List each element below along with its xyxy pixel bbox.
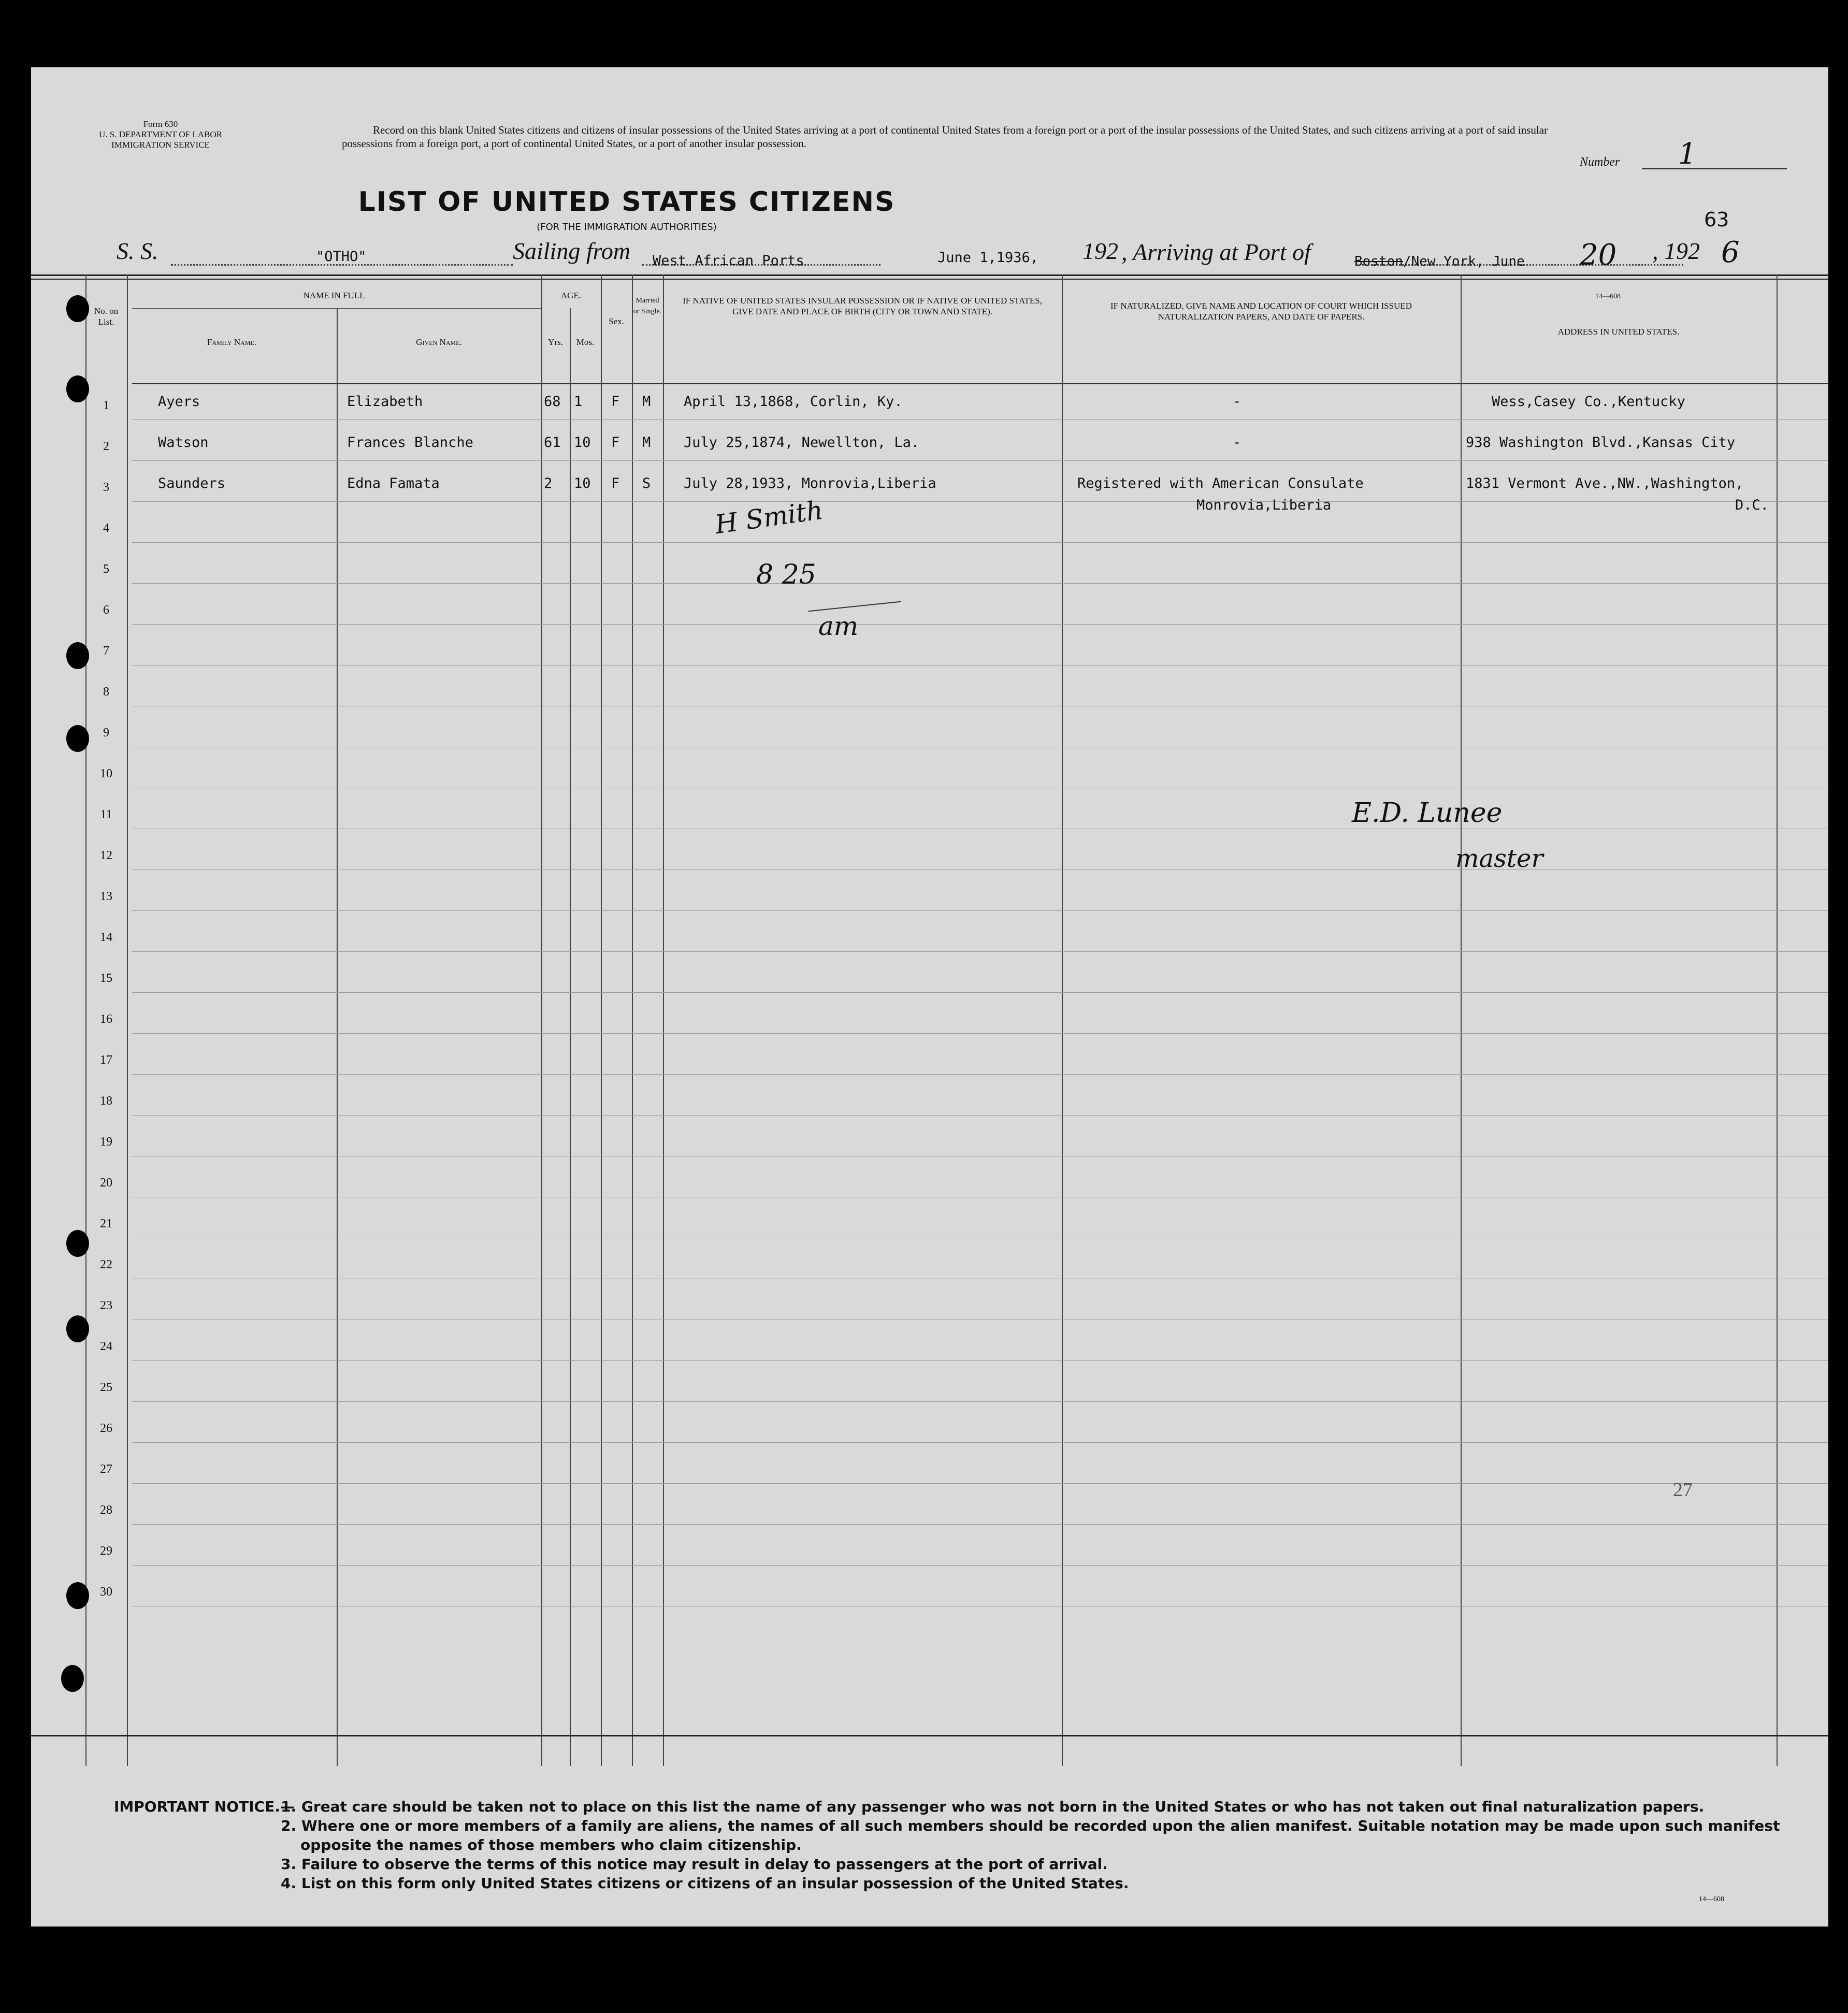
col-mos-header: Mos. [576,337,595,347]
sailing-label: Sailing from [513,238,631,264]
col-divider [601,274,602,1766]
binder-hole [66,295,89,322]
number-line [1642,168,1787,169]
row-number: 29 [100,1544,112,1558]
master-signature: E.D. Lunee [1352,798,1503,829]
row-number: 12 [100,849,112,862]
inspector-signature: H Smith [713,495,825,540]
page-number: 63 [1704,208,1729,231]
col-divider [632,274,633,1766]
row-number: 4 [103,522,109,535]
row-number: 17 [100,1053,112,1067]
notice-item-2: 2. Where one or more members of a family are aliens, the names of all such members should be recorded upon the alien manifest. Suitable notation may be made upon such manifest opposite the names of those members who claim citizenship. [281,1817,1780,1853]
row-number: 28 [100,1503,112,1517]
col-divider [1777,274,1778,1766]
row-rule [132,460,1828,461]
col-no-header: No. on List. [94,306,119,327]
manifest-page [31,67,1828,1927]
arriving-label: , Arriving at Port of [1121,239,1311,265]
row-number: 14 [100,931,112,944]
row-rule [132,542,1828,543]
family-name-cell: Saunders [158,475,226,491]
inspection-time-suffix: am [818,611,859,641]
col-age-header: AGE. [560,291,582,300]
row-rule [132,1033,1828,1034]
col-married-header: Married or Single. [633,297,662,315]
service-name: IMMIGRATION SERVICE [111,140,210,150]
marital-status-cell: S [642,475,651,491]
row-number: 23 [100,1299,112,1312]
col-given-header: Given Name. [416,337,462,347]
row-number: 18 [100,1094,112,1108]
row-number: 27 [100,1462,112,1476]
address-cell-line2: D.C. [1735,497,1769,513]
birth-cell: July 25,1874, Newellton, La. [684,435,920,451]
row-number: 3 [103,481,109,494]
row-rule [132,583,1828,584]
notice-item [114,1797,1823,1816]
ship-name: "OTHO" [316,249,367,265]
col-divider [663,274,664,1766]
binder-hole [66,1315,89,1342]
notice-lead: IMPORTANT NOTICE.— [114,1798,295,1815]
col-divider [1062,274,1063,1766]
struck-port-name: Boston [1354,254,1403,269]
sailing-date: June 1,1936, [937,250,1039,266]
age-months-cell: 1 [574,394,583,410]
important-notice [114,1797,1823,1893]
age-months-cell: 10 [574,475,591,491]
naturalized-cell: - [1233,435,1241,451]
row-number: 6 [103,603,109,617]
given-name-cell: Edna Famata [347,475,440,491]
col-yrs-header: Yrs. [548,337,563,347]
col-naturalized-header: IF NATURALIZED, GIVE NAME AND LOCATION OF COURT WHICH ISSUED NATURALIZATION PAPERS, AND DATE OF PAPERS. [1110,301,1412,322]
binder-hole [66,375,89,402]
sailing-from: West African Ports [653,253,804,269]
page-title: LIST OF UNITED STATES CITIZENS [358,186,896,218]
page-count: 27 [1673,1479,1693,1501]
year-prefix-2: , 192 [1652,238,1700,264]
naturalized-cell-line2: Monrovia,Liberia [1196,497,1332,513]
col-birth-header: IF NATIVE OF UNITED STATES INSULAR POSSESSION OR IF NATIVE OF UNITED STATES, GIVE DATE AND PLACE OF BIRTH (CITY OR TOWN AND STATE). [683,296,1042,316]
age-months-cell: 10 [574,435,591,451]
row-number: 26 [100,1422,112,1435]
row-number: 25 [100,1381,112,1394]
col-divider [127,274,128,1766]
number-label: Number [1580,155,1620,169]
row-number: 24 [100,1340,112,1353]
page-subtitle: (FOR THE IMMIGRATION AUTHORITIES) [537,222,717,233]
col-address-header: ADDRESS IN UNITED STATES. [1557,327,1680,337]
binder-hole [66,1230,89,1257]
row-number: 5 [103,562,109,576]
naturalized-cell: - [1233,394,1241,410]
address-cell: 938 Washington Blvd.,Kansas City [1466,435,1736,451]
binder-hole [66,1582,89,1609]
binder-hole [61,1665,84,1692]
row-rule [132,1115,1828,1116]
row-rule [132,1483,1828,1484]
row-number: 7 [103,644,109,658]
row-rule [132,1074,1828,1075]
family-name-cell: Watson [158,435,209,451]
row-rule [132,951,1828,952]
family-name-cell: Ayers [158,394,200,410]
given-name-cell: Frances Blanche [347,435,473,451]
given-name-cell: Elizabeth [347,394,423,410]
row-number: 15 [100,972,112,985]
table-top-rule [31,274,1828,276]
row-number: 11 [100,808,112,821]
marital-status-cell: M [642,394,651,410]
age-years-cell: 68 [544,394,561,410]
row-number: 19 [100,1135,112,1149]
row-rule [132,910,1828,911]
port-struck [1354,254,1525,269]
row-number: 30 [100,1585,112,1599]
row-rule [132,1401,1828,1402]
row-rule [132,1442,1828,1443]
col-family-header: Family Name. [207,337,257,347]
address-cell: 1831 Vermont Ave.,NW.,Washington, [1466,475,1744,491]
address-cell: Wess,Casey Co.,Kentucky [1492,394,1685,410]
birth-cell: April 13,1868, Corlin, Ky. [684,394,903,410]
sex-cell: F [611,435,620,451]
row-number: 22 [100,1258,112,1271]
birth-cell: July 28,1933, Monrovia,Liberia [684,475,936,491]
master-title: master [1455,844,1543,873]
col-divider [541,274,542,1766]
col-name-header: NAME IN FULL [303,291,365,300]
row-rule [132,419,1828,420]
row-number: 13 [100,890,112,903]
row-number: 21 [100,1217,112,1230]
col-divider [337,308,338,1766]
col-divider [570,308,571,1766]
notice-item-3: 3. Failure to observe the terms of this notice may result in delay to passengers at the port of arrival. [281,1856,1108,1873]
row-number: 1 [103,399,109,412]
footer-form-code: 14—608 [1699,1895,1724,1903]
form-identifier [62,119,259,150]
row-number: 10 [100,767,112,780]
notice-item-1: 1. Great care should be taken not to place on this list the name of any passenger who was not born in the United States or who has not taken out final naturalization papers. [281,1798,1705,1815]
inspection-time: 8 25 [756,559,816,590]
notice-item-4: 4. List on this form only United States citizens or citizens of an insular possession of the United States. [281,1875,1129,1892]
row-rule [132,624,1828,625]
row-rule [132,1360,1828,1361]
ss-label: S. S. [117,238,158,264]
col-sex-header: Sex. [609,316,624,326]
arrival-day: 20 [1580,238,1617,272]
row-rule [132,501,1828,502]
age-years-cell: 2 [544,475,553,491]
marital-status-cell: M [642,435,651,451]
year-suffix: 6 [1721,236,1740,269]
age-years-cell: 61 [544,435,561,451]
port-name: /New York, June [1403,254,1525,269]
number-value: 1 [1678,137,1697,171]
department-name: U. S. DEPARTMENT OF LABOR [99,129,222,139]
intro-instructions: Record on this blank United States citizens and citizens of insular possessions of the United States arriving at a port of continental United States from a foreign port or a port of the insular possessions of the United States, and such citizens arriving at a port of said insular possessions from a foreign port, a port of continental United States, or a port of another insular possession. [342,124,1548,150]
table-bottom-rule [31,1735,1828,1736]
form-number: Form 630 [143,119,178,129]
col-divider [85,274,86,1766]
row-number: 20 [100,1176,112,1190]
passenger-table [31,274,1828,1766]
year-prefix-1: 192 [1082,238,1118,264]
table-top-rule-2 [31,279,1828,280]
row-rule [132,1565,1828,1566]
top-form-code: 14—608 [1595,293,1621,300]
binder-hole [66,642,89,669]
row-rule [132,992,1828,993]
binder-hole [66,725,89,752]
col-divider [1461,274,1462,1766]
sex-cell: F [611,394,620,410]
row-number: 16 [100,1012,112,1026]
row-number: 9 [103,726,109,740]
row-rule [132,1524,1828,1525]
header-bottom-rule [132,383,1828,384]
naturalized-cell: Registered with American Consulate [1077,475,1364,491]
row-number: 2 [103,440,109,453]
sex-cell: F [611,475,620,491]
row-number: 8 [103,685,109,699]
